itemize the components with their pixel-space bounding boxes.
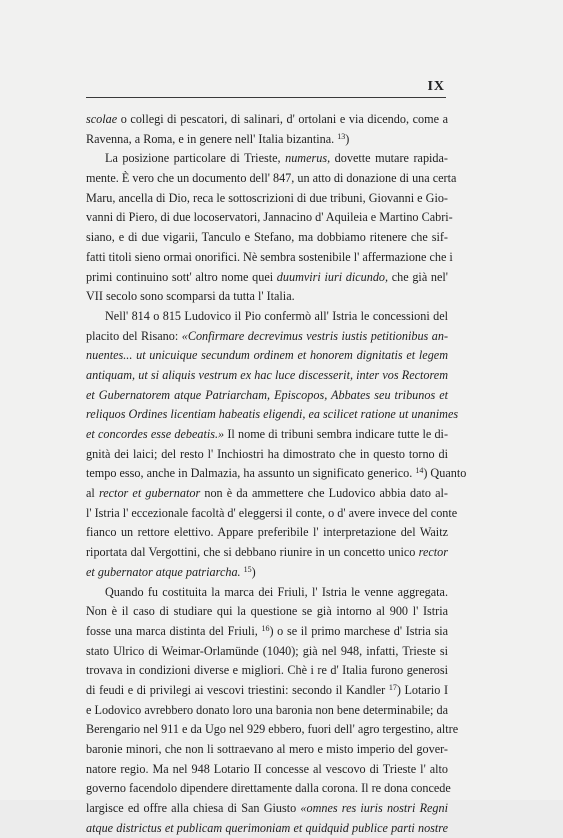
text-line: antiquam, ut si aliquis vestrum ex hac luce discesserit, inter vos Rectorem <box>86 367 448 382</box>
text-line: natore regio. Ma nel 948 Lotario II concesse al vescovo di Trieste l' alto <box>86 761 448 776</box>
page-number: IX <box>427 79 445 94</box>
text-line: atque districtus et publicam querimoniam et quidquid publice parti nostre <box>86 820 448 835</box>
text-line: reliquos Ordines licentiam habeatis eligendi, ea scilicet ratione ut unanimes <box>86 407 459 422</box>
text-line: baronie minori, che non li sottraevano al mero e misto imperio del gover- <box>86 742 448 756</box>
text-line: scolae o collegi di pescatori, di salinari, d' ortolani e via dicendo, come a <box>86 112 448 126</box>
text-line: Berengario nel 911 e da Ugo nel 929 ebbero, fuori dell' agro tergestino, altre <box>86 722 459 737</box>
text-line: Non è il caso di studiare qui la questione se già intorno al 900 l' Istria <box>86 604 448 619</box>
text-line: stato Ulrico di Weimar-Orlamünde (1040); già nel 948, infatti, Trieste si <box>86 643 448 658</box>
text-line: siano, e di due vigarii, Tanculo e Stefano, ma dobbiamo ritenere che sif- <box>86 230 448 245</box>
text-line: placito del Risano: «Confirmare decrevimus vestris iustis petitionibus an- <box>86 328 449 343</box>
header-rule <box>86 97 446 98</box>
text-line: et gubernator atque patriarcha. $^{15}$) <box>86 564 256 579</box>
text-line: fatti titoli sieno ormai onorifici. Nè sembra sostenibile l' affermazione che i <box>86 249 453 264</box>
text-line: Ravenna, a Roma, e in genere nell' Italia bizantina. $^{13}$) <box>86 131 350 146</box>
text-line: gnità dei laici; del resto l' Inchiostri ha dimostrato che in questo torno di <box>86 446 448 461</box>
text-line: riportata dal Vergottini, che si debbano riunire in un concetto unico rector <box>86 545 448 560</box>
text-line: largisce ed offre alla chiesa di San Giusto «omnes res iuris nostri Regni <box>86 801 448 816</box>
text-line: di feudi e di privilegi ai vescovi triestini: secondo il Kandler $^{17}$) Lotario I <box>86 682 449 697</box>
text-line: fianco un rettore elettivo. Appare preferibile l' interpretazione del Waitz <box>86 525 448 540</box>
text-line: La posizione particolare di Trieste, numerus, dovette mutare rapida- <box>105 151 448 166</box>
text-line: nuentes... ut unicuique secundum ordinem et honorem dignitatis et legem <box>86 348 448 363</box>
text-line: al rector et gubernator non è da ammettere che Ludovico abbia dato al- <box>86 486 448 501</box>
text-line: governo facendolo dipendere direttamente dalla corona. Il re dona concede <box>86 781 451 796</box>
text-line: mente. È vero che un documento dell' 847, un atto di donazione di una certa <box>86 171 457 186</box>
text-line: fosse una marca distinta del Friuli, $^{16}$) o se il primo marchese d' Istria sia <box>86 623 448 638</box>
text-line: e Lodovico avrebbero donato loro una baronia non bene determinabile; da <box>86 702 448 717</box>
text-line: l' Istria l' eccezionale facoltà d' eleggersi il conte, o d' avere invece del conte <box>86 505 458 520</box>
text-line: et Gubernatorem atque Patriarcham, Episcopos, Abbates seu tribunos et <box>86 387 448 402</box>
text-line: primi continuino sott' altro nome quei duumviri iuri dicundo, che già nel' <box>86 269 448 284</box>
text-line: Maru, ancella di Dio, reca le sottoscrizioni di due tribuni, Giovanni e Gio- <box>86 190 448 205</box>
text-line: Nell' 814 o 815 Ludovico il Pio confermò all' Istria le concessioni del <box>105 308 448 323</box>
text-line: vanni di Piero, di due locoservatori, Jannacino d' Aquileia e Martino Cabri- <box>86 210 453 225</box>
text-line: et concordes esse debeatis.» Il nome di tribuni sembra indicare tutte le di- <box>86 427 448 441</box>
body-text <box>86 110 467 838</box>
text-line: VII secolo sono scomparsi da tutta l' Italia. <box>86 289 295 304</box>
text-line: trovava in condizioni diverse e migliori. Chè i re d' Italia furono generosi <box>86 663 448 678</box>
text-line: tempo esso, anche in Dalmazia, ha assunto un significato generico. $^{14}$) Quanto <box>86 466 467 481</box>
text-line: Quando fu costituita la marca dei Friuli, l' Istria le venne aggregata. <box>105 584 448 599</box>
